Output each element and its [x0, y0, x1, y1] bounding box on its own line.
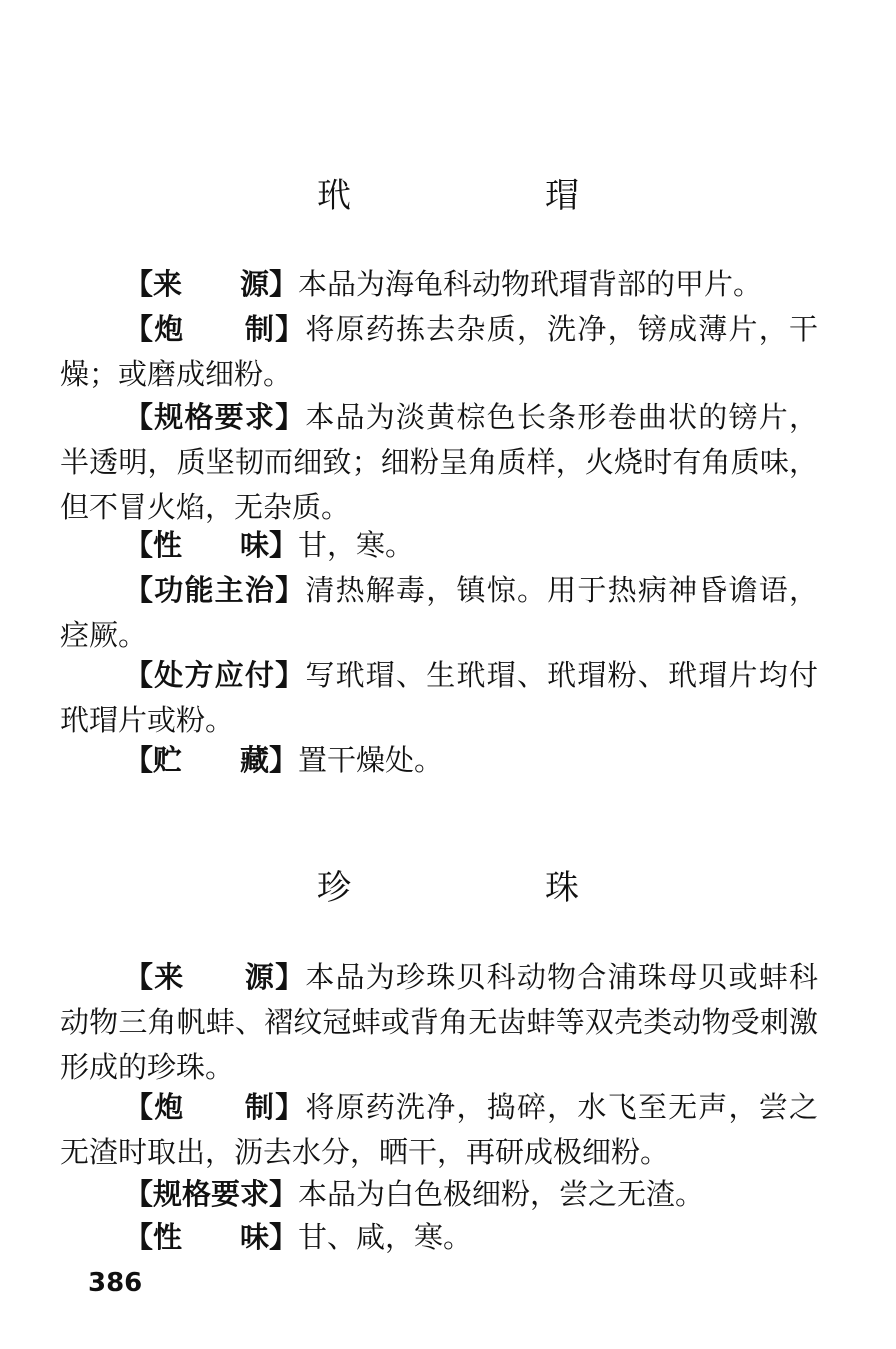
- section-label: 【炮 制】: [124, 1090, 306, 1124]
- section-source: [60, 262, 818, 307]
- section-processing: [60, 307, 818, 397]
- section-source: [60, 955, 818, 1090]
- section-text: 将原药拣去杂质，洗净，镑成薄片，干燥；或磨成细粉。: [60, 312, 818, 391]
- section-label: 【来 源】: [124, 267, 299, 301]
- section-storage: [60, 738, 818, 783]
- section-text: 本品为珍珠贝科动物合浦珠母贝或蚌科动物三角帆蚌、褶纹冠蚌或背角无齿蚌等双壳类动物受刺激形成的珍珠。: [60, 960, 818, 1084]
- section-label: 【规格要求】: [124, 1177, 299, 1211]
- section-text: 将原药洗净，捣碎，水飞至无声，尝之无渣时取出，沥去水分，晒干，再研成极细粉。: [60, 1090, 818, 1169]
- section-nature-taste: [60, 523, 818, 568]
- section-text: 本品为淡黄棕色长条形卷曲状的镑片，半透明，质坚韧而细致；细粉呈角质样，火烧时有角质味，但不冒火焰，无杂质。: [60, 400, 818, 524]
- section-prescription: [60, 653, 818, 743]
- section-text: 甘、咸，寒。: [298, 1220, 473, 1254]
- section-specification: [60, 395, 818, 530]
- section-text: 写玳瑁、生玳瑁、玳瑁粉、玳瑁片均付玳瑁片或粉。: [60, 658, 818, 737]
- section-text: 本品为海龟科动物玳瑁背部的甲片。: [298, 267, 763, 301]
- section-label: 【性 味】: [124, 1220, 299, 1254]
- section-label: 【功能主治】: [124, 573, 306, 607]
- section-specification: [60, 1172, 818, 1217]
- section-text: 甘，寒。: [298, 528, 415, 562]
- section-nature-taste: [60, 1215, 818, 1260]
- section-label: 【规格要求】: [124, 400, 306, 434]
- section-text: 置干燥处。: [298, 743, 444, 777]
- section-processing: [60, 1085, 818, 1175]
- section-label: 【来 源】: [124, 960, 306, 994]
- entry-title-zhenzhu: 珍 珠: [317, 868, 659, 908]
- entry-title-daimao: 玳 瑁: [317, 176, 659, 216]
- section-label: 【性 味】: [124, 528, 299, 562]
- section-text: 清热解毒，镇惊。用于热病神昏谵语，痉厥。: [60, 573, 818, 652]
- section-label: 【处方应付】: [124, 658, 306, 692]
- section-functions: [60, 568, 818, 658]
- section-label: 【炮 制】: [124, 312, 306, 346]
- page-number: 386: [88, 1268, 143, 1298]
- section-text: 本品为白色极细粉，尝之无渣。: [298, 1177, 705, 1211]
- section-label: 【贮 藏】: [124, 743, 299, 777]
